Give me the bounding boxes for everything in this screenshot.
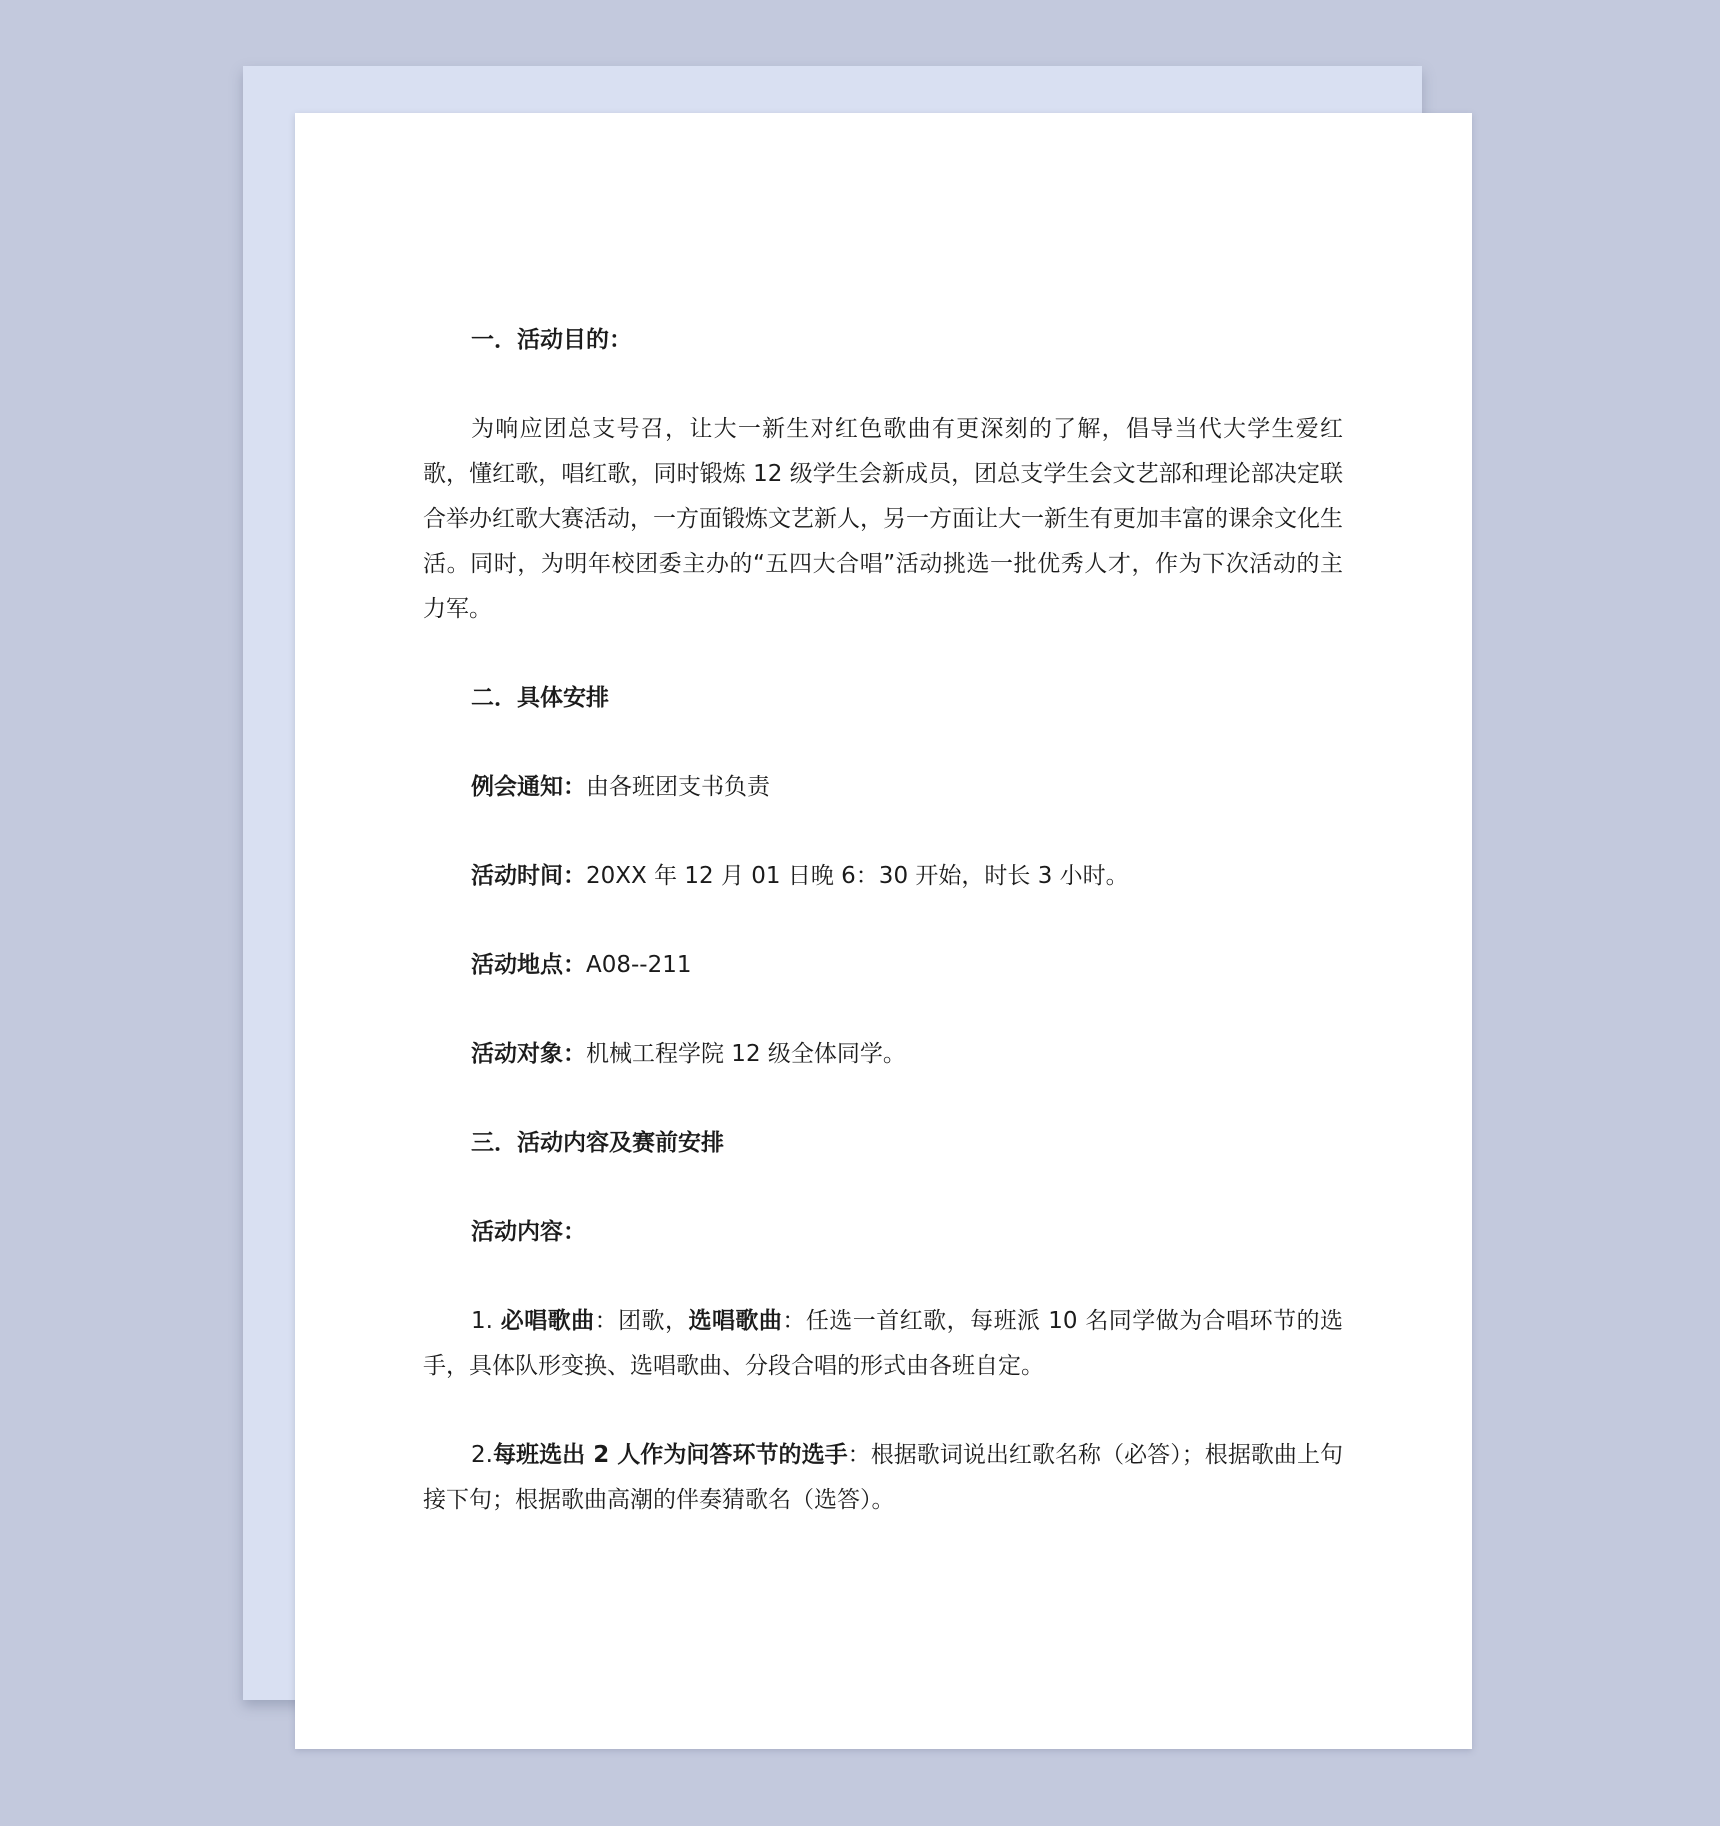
meeting-notice: 例会通知：由各班团支书负责	[471, 774, 770, 800]
section-2-heading: 二．具体安排	[471, 685, 609, 711]
activity-target: 活动对象：机械工程学院 12 级全体同学。	[471, 1041, 906, 1067]
document-content	[423, 318, 1343, 1567]
activity-content-label: 活动内容：	[471, 1219, 586, 1245]
activity-place: 活动地点：A08--211	[471, 952, 692, 978]
content-item-2: 2.每班选出 2 人作为问答环节的选手：根据歌词说出红歌名称（必答）；根据歌曲上句接下句；根据歌曲高潮的伴奏猜歌名（选答）。	[423, 1442, 1343, 1513]
section-1-body: 为响应团总支号召，让大一新生对红色歌曲有更深刻的了解，倡导当代大学生爱红歌，懂红歌，唱红歌，同时锻炼 12 级学生会新成员，团总支学生会文艺部和理论部决定联合举办红歌大赛活动，一方面锻炼文艺新人，另一方面让大一新生有更加丰富的课余文化生活。同时，为明年校团委主办的“五四大合唱”活动挑选一批优秀人才，作为下次活动的主力军。	[423, 416, 1343, 622]
section-1-heading: 一．活动目的：	[471, 327, 632, 353]
document-page	[295, 113, 1472, 1749]
section-3-heading: 三．活动内容及赛前安排	[471, 1130, 724, 1156]
activity-time: 活动时间：20XX 年 12 月 01 日晚 6：30 开始，时长 3 小时。	[471, 863, 1129, 889]
content-item-1: 1. 必唱歌曲：团歌，选唱歌曲：任选一首红歌，每班派 10 名同学做为合唱环节的选手，具体队形变换、选唱歌曲、分段合唱的形式由各班自定。	[423, 1308, 1344, 1379]
